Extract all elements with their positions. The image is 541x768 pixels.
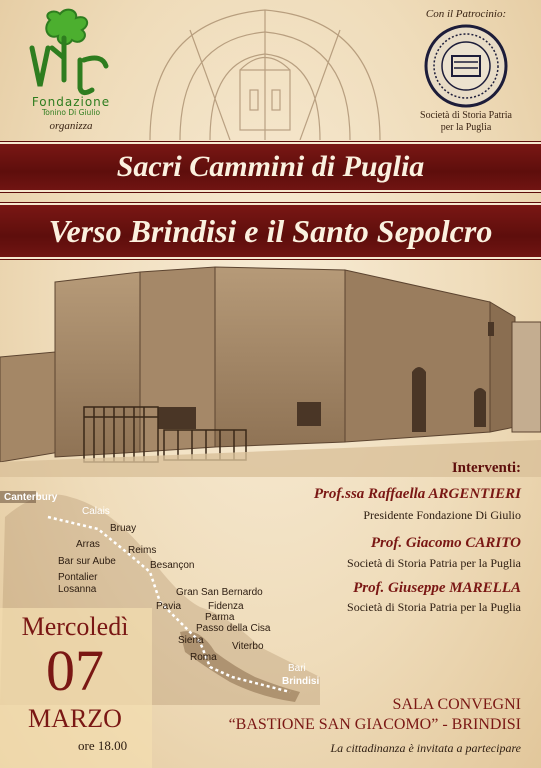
- venue-location: “BASTIONE SAN GIACOMO” - BRINDISI: [228, 716, 521, 733]
- foundation-name: Fondazione: [31, 95, 111, 109]
- map-place: Besançon: [150, 560, 195, 571]
- event-weekday: Mercoledì: [21, 612, 129, 641]
- foundation-subtitle: Tonino Di Giulio: [41, 108, 101, 117]
- speaker-name: Prof. Giuseppe MARELLA: [353, 580, 521, 596]
- subtitle-banner: Verso Brindisi e il Santo Sepolcro: [0, 203, 541, 259]
- map-place: Fidenza: [208, 601, 244, 612]
- map-place: Siena: [178, 635, 204, 646]
- event-month: MARZO: [28, 704, 122, 733]
- speaker-name: Prof. Giacomo CARITO: [370, 535, 521, 551]
- map-place: Roma: [190, 652, 217, 663]
- society-name-line2: per la Puglia: [440, 122, 492, 133]
- tree-logo-icon: [20, 8, 120, 100]
- map-place: Bruay: [110, 523, 137, 534]
- speaker-name: Prof.ssa Raffaella ARGENTIERI: [313, 486, 521, 502]
- event-day: 07: [46, 638, 104, 703]
- map-place: Bar sur Aube: [58, 556, 116, 567]
- venue-name: SALA CONVEGNI: [392, 696, 521, 713]
- invitation-note: La cittadinanza è invitata a partecipare: [330, 741, 521, 755]
- map-place: Reims: [128, 545, 157, 556]
- patronage-label: Con il Patrocinio:: [425, 8, 507, 20]
- map-place: Parma: [205, 612, 235, 623]
- map-place: Bari: [288, 663, 306, 674]
- title-banner: Sacri Cammini di Puglia: [0, 142, 541, 192]
- event-time: ore 18.00: [78, 738, 128, 753]
- map-place: Viterbo: [232, 641, 264, 652]
- map-place: Losanna: [58, 584, 97, 595]
- dome-illustration: [130, 0, 400, 140]
- society-name-line1: Società di Storia Patria: [420, 110, 512, 121]
- map-place: Calais: [82, 506, 110, 517]
- map-place: Gran San Bernardo: [176, 587, 263, 598]
- map-place: Passo della Cisa: [196, 623, 271, 634]
- map-place: Canterbury: [4, 492, 58, 503]
- speakers-heading: Interventi:: [451, 460, 521, 476]
- castle-illustration: [0, 262, 541, 477]
- society-seal-icon: [424, 24, 508, 108]
- speaker-role: Presidente Fondazione Di Giulio: [363, 508, 521, 522]
- map-place: Arras: [76, 539, 100, 550]
- speaker-role: Società di Storia Patria per la Puglia: [347, 600, 521, 614]
- organizer-action: organizza: [49, 120, 93, 132]
- map-place: Brindisi: [282, 676, 320, 687]
- speaker-role: Società di Storia Patria per la Puglia: [347, 556, 521, 570]
- map-place: Pavia: [156, 601, 182, 612]
- map-place: Pontalier: [58, 572, 98, 583]
